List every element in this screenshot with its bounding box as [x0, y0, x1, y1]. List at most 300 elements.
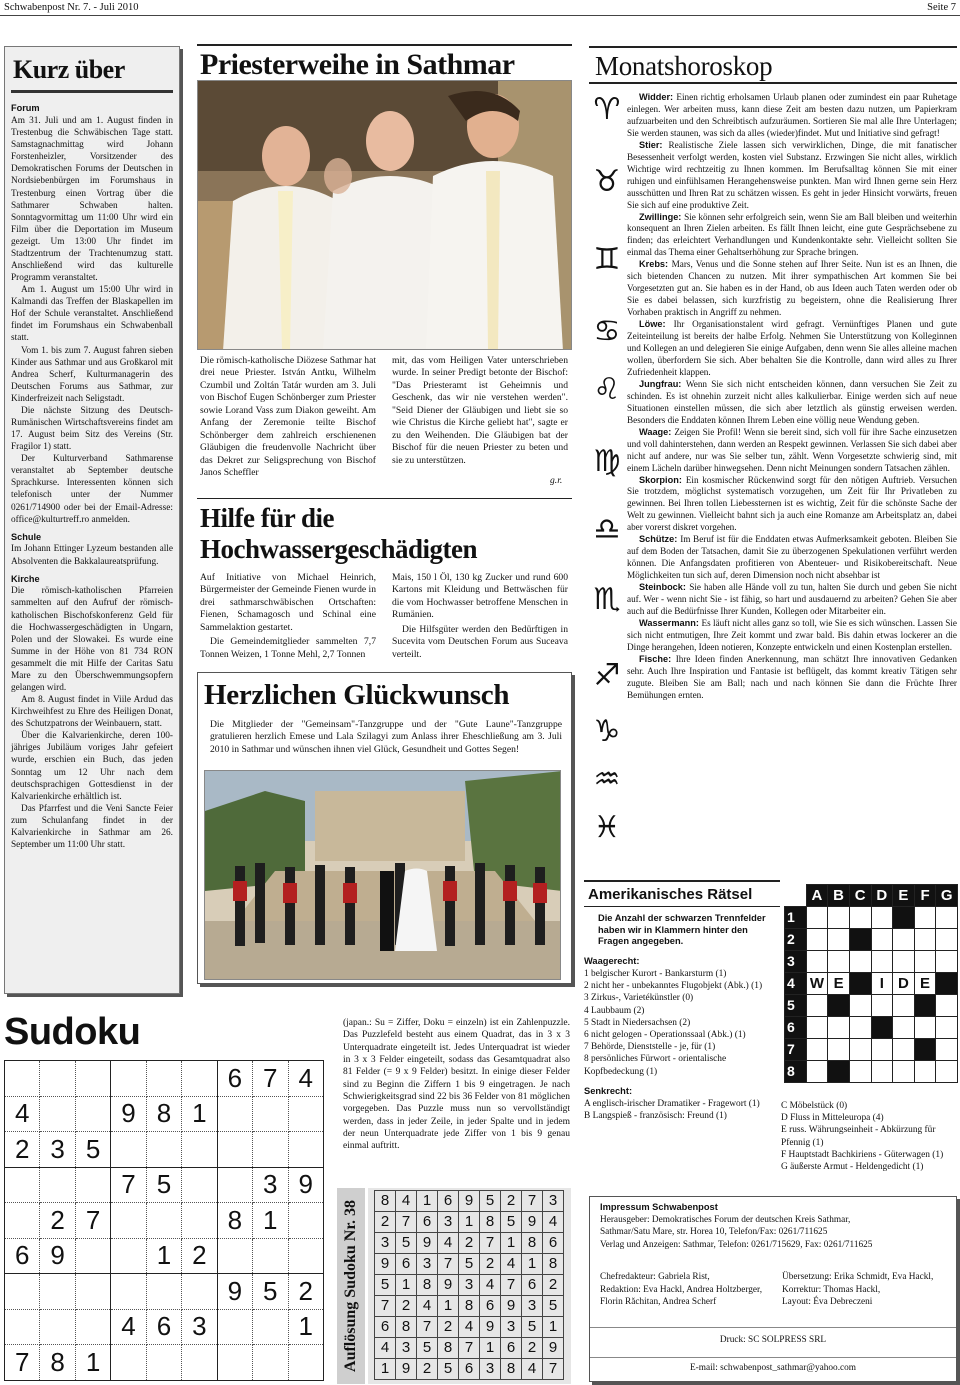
raetsel-title: Amerikanisches Rätsel: [584, 880, 780, 907]
hilfe-col-2-para-1: Mais, 150 l Öl, 130 kg Zucker und rund 600 Kartons mit Kleidung und Bettwäschen für die vom Hochwasser betroffene Menschen in Rumänien.: [392, 572, 568, 621]
solution-cell: 8: [396, 1317, 417, 1338]
grid-black-cell: [936, 973, 958, 995]
grid-cell: [828, 907, 850, 929]
horoskop-sign-name: Schütze:: [639, 534, 681, 545]
sudoku-cell: [146, 1132, 181, 1168]
horoskop-sign-text: Sie haben alle Hände voll zu tun, halten Sie durch und geben Sie nicht auf. Wer - wenn nicht Sie - ist fähig, so hart und ausdauernd zu arbeiten? Gehen Sie aber auch auf die Bedürfnisse Ihrer Kunden, Kollegen oder Mitarbeiter ein.: [627, 582, 957, 616]
sudoku-cell: 1: [75, 1345, 110, 1381]
grid-cell: [806, 1017, 828, 1039]
grid-cell: [849, 1039, 871, 1061]
pisces-icon: ♓: [593, 810, 621, 845]
virgo-icon: ♍: [593, 444, 621, 479]
horoskop-sign-text: Realistische Ziele lassen sich verwirklichen, Dinge, die mit fanatischer Besessenheit verfolgt werden, kosten viel Substanz. Erzwingen Sie nicht alles, wirklich Wichtige wird rechtzeitig zu Ihnen kommen. Im Berufsalltag können Sie mit einer ruhigen und einfühlsamen Herangehensweise punkten. Man wird Ihnen gerne sein Herz ausschütten und Ihren Rat zu schätzen wissen. Es geht in jeder Hinsicht vorwärts, freuen Sie sich auf eine produktive Zeit.: [627, 139, 957, 210]
sudoku-cell: [5, 1203, 40, 1239]
sudoku-cell: [253, 1096, 288, 1132]
grid-cell: [936, 1039, 958, 1061]
grid-cell: [893, 1039, 915, 1061]
horoskop-sign-text: Sie können sehr erfolgreich sein, wenn Sie am Ball bleiben und weiterhin konsequent an Ihren Zielen arbeiten. Es fällt Ihnen leicht, eine gute Gesprächsebene zu finden; das erleichtert Verhandlungen und Kundenkontakte sehr. Vielleicht sollten Sie einmal das Thema einer Gehaltserhöhung zur Sprache bringen.: [627, 211, 957, 258]
solution-cell: 1: [375, 1359, 396, 1380]
kurz-section-heading: Schule: [11, 531, 42, 542]
hilfe-title: [200, 503, 477, 565]
grid-column-header: B: [828, 885, 850, 907]
grid-cell: [806, 1039, 828, 1061]
priester-col-1: Die römisch-katholische Diözese Sathmar hat drei neue Priester. István Antku, Wilhelm Czumbil und Zoltán Tatár wurden am 3. Juli von Bischof Eugen Schönberger zum Priester sowie Lorand Vass zum Diakon geweiht. Am Anfang der Zeremonie teilte Bischof Schönberger dem zahlreich erschienenen Gläubigen die freudenvolle Nachricht über das Dekret zur Seligsprechung von Bischof Janos Scheffler: [200, 355, 376, 479]
waagerecht-clue: 5 Stadt in Niedersachsen (2): [584, 1017, 691, 1028]
horoskop-sign-text: Wenn Sie sich nicht entscheiden können, dann versuchen Sie Zeit zu schinden. Es ist ohnehin zurzeit nicht alles kalkulierbar. Einige werden sich auf neue Situationen einstellen müssen, die sich aber letztlich als günstig erweisen werden. Besonders die Enddaten können Ihrem Leben eine völlig neue Wendung geben.: [627, 378, 957, 425]
grid-cell: [828, 929, 850, 951]
horoskop-entry: [627, 582, 957, 618]
kurz-paragraph: Im Johann Ettinger Lyzeum bestanden alle Absolventen die Bakkalaureatsprüfung.: [11, 544, 173, 567]
grid-column-header: A: [806, 885, 828, 907]
sudoku-cell: 6: [146, 1309, 181, 1345]
grid-column-header: F: [914, 885, 936, 907]
grid-cell: W: [806, 973, 828, 995]
solution-cell: 9: [459, 1191, 480, 1212]
solution-cell: 5: [396, 1233, 417, 1254]
sudoku-cell: 3: [182, 1309, 217, 1345]
libra-icon: ♎: [593, 512, 621, 547]
sudoku-title: Sudoku: [4, 1011, 141, 1053]
grid-cell: [849, 907, 871, 929]
solution-cell: 1: [417, 1191, 438, 1212]
solution-label-bar: [337, 1188, 365, 1384]
grid-cell: [914, 951, 936, 973]
grid-cell: [806, 907, 828, 929]
solution-cell: 3: [480, 1359, 501, 1380]
sudoku-cell: [182, 1167, 217, 1203]
grid-cell: [893, 1017, 915, 1039]
impressum-staff: Chefredakteur: Gabriela Rist,: [600, 1272, 710, 1282]
solution-cell: 4: [543, 1212, 564, 1233]
horoskop-sign-text: Ihr Organisationstalent wird gefragt. Vernünftiges Planen und gute Zeiteinteilung ist bereits der halbe Erfolg. Nehmen Sie Unterstützung von Kolleginnen und Kollegen an und delegieren Sie einige Aufgaben, denn wenn Sie alles alleine machen wollen, überfordern Sie sich. Aber behalten Sie die Kontrolle, dann wird alles zu Ihrer Zufriedenheit klappen.: [627, 319, 958, 377]
hilfe-top-rule: [197, 498, 572, 499]
kurz-paragraph: Vom 1. bis zum 7. August fahren sieben Kinder aus Sathmar und aus Großkarol mit Andrea Scherf, Kulturmanagerin des Deutschen Forums aus Sathmar, zur Kinderfreizeit nach Seligstadt.: [11, 345, 173, 404]
solution-cell: 8: [522, 1233, 543, 1254]
capricorn-icon: ♑: [593, 714, 621, 749]
grid-cell: [871, 929, 893, 951]
grid-cell: [849, 1061, 871, 1083]
solution-cell: 8: [417, 1275, 438, 1296]
solution-cell: 8: [375, 1191, 396, 1212]
solution-cell: 2: [522, 1338, 543, 1359]
solution-cell: 4: [459, 1317, 480, 1338]
horoskop-entry: [627, 319, 957, 379]
grid-cell: [893, 951, 915, 973]
solution-cell: 3: [417, 1254, 438, 1275]
grid-column-header: C: [849, 885, 871, 907]
horoskop-entry: [627, 475, 957, 535]
sudoku-cell: [75, 1309, 110, 1345]
solution-cell: 6: [396, 1254, 417, 1275]
solution-cell: 1: [396, 1275, 417, 1296]
solution-cell: 2: [501, 1191, 522, 1212]
grid-cell: [806, 929, 828, 951]
sudoku-cell: [288, 1203, 324, 1239]
grid-black-cell: [893, 907, 915, 929]
solution-cell: 4: [522, 1359, 543, 1380]
grid-row-number: 5: [785, 995, 807, 1017]
solution-cell: 7: [480, 1233, 501, 1254]
senkrecht-clues: [584, 1098, 780, 1122]
senkrecht-label: Senkrecht:: [584, 1085, 633, 1096]
grid-black-cell: [914, 995, 936, 1017]
kurz-title: Kurz über: [13, 55, 125, 84]
solution-cell: 3: [501, 1317, 522, 1338]
grid-column-header: D: [871, 885, 893, 907]
solution-cell: 8: [501, 1359, 522, 1380]
solution-cell: 8: [459, 1296, 480, 1317]
sudoku-cell: 7: [5, 1345, 40, 1381]
solution-cell: 5: [480, 1191, 501, 1212]
hilfe-title-line-1: Hilfe für die: [200, 503, 334, 533]
cancer-icon: ♋: [593, 314, 621, 349]
grid-cell: [893, 1061, 915, 1083]
sudoku-cell: [111, 1345, 146, 1381]
hilfe-title-line-2: Hochwassergeschädigten: [200, 534, 477, 565]
solution-cell: 4: [480, 1275, 501, 1296]
senkrecht-clue: D Fluss in Mitteleuropa (4): [781, 1113, 884, 1124]
grid-cell: [871, 1061, 893, 1083]
priester-author: g.r.: [550, 475, 563, 486]
crossword-grid: [784, 884, 958, 1082]
grid-black-cell: [914, 1039, 936, 1061]
solution-cell: 7: [375, 1296, 396, 1317]
solution-cell: 3: [459, 1275, 480, 1296]
solution-cell: 4: [417, 1296, 438, 1317]
sudoku-cell: [182, 1203, 217, 1239]
sudoku-cell: [182, 1274, 217, 1310]
solution-cell: 3: [522, 1296, 543, 1317]
horoskop-entry: [627, 259, 957, 319]
grid-cell: [849, 951, 871, 973]
grid-row-number: 1: [785, 907, 807, 929]
senkrecht-clue: F Hauptstadt Bachkiriens - Güterwagen (1): [781, 1149, 944, 1160]
horoskop-sign-name: Fische:: [639, 653, 676, 664]
horoskop-sign-text: Es läuft nicht alles ganz so toll, wie Sie es sich wünschen. Lassen Sie sich nicht entmutigen, Ihre Zeit kommt und zwar bald. Bis dahin etwas lockerer an die Dinge herangehen, Ideen notieren, Konzepte entwickeln und einen Kostenplan erstellen.: [627, 617, 957, 652]
sudoku-cell: [253, 1309, 288, 1345]
sudoku-cell: 3: [253, 1167, 288, 1203]
gemini-icon: ♊: [593, 242, 621, 277]
kurz-paragraph: Das Pfarrfest und die Veni Sancte Feier zum Schulanfang findet in der Kalvarienkirche in Sathmar am 26. September um 11:00 Uhr statt.: [11, 803, 173, 851]
aries-icon: ♈: [593, 92, 621, 127]
sudoku-cell: [111, 1203, 146, 1239]
sudoku-cell: 6: [5, 1238, 40, 1274]
solution-cell: 3: [543, 1191, 564, 1212]
sudoku-cell: 4: [288, 1061, 324, 1097]
solution-cell: 9: [480, 1317, 501, 1338]
horoskop-sign-text: Im Beruf ist für die Enddaten etwas Aufmerksamkeit geboten. Bleiben Sie auf dem Boden der Tatsachen, damit Sie zu überzogenen Spekulationen verführt werden können. Die Anfangsdaten profitieren von Abenteuer- und Risikobereitschaft. Neue Möglichkeiten tun sich auf, deren Dimension noch nicht absehbar ist: [627, 534, 957, 581]
sudoku-cell: 3: [40, 1132, 75, 1168]
sudoku-cell: 1: [182, 1096, 217, 1132]
solution-cell: 6: [522, 1275, 543, 1296]
solution-cell: 5: [522, 1317, 543, 1338]
kurz-paragraph: Über die Kalvarienkirche, deren 100-jähriges Jubiläum voriges Jahr gefeiert wurde, erschien ein Buch, das jeden Sonntag um 12 Uhr nach dem deutschsprachigen Gottesdienst in der Kalvarienkirche erhältlich ist.: [11, 731, 173, 802]
impressum-staff-left: [600, 1271, 775, 1309]
solution-cell: 6: [438, 1191, 459, 1212]
grid-column-header: E: [893, 885, 915, 907]
sudoku-cell: [40, 1167, 75, 1203]
waagerecht-clue: 2 nicht her - unbekanntes Flugobjekt (Abk.) (1): [584, 981, 763, 992]
grid-cell: [806, 995, 828, 1017]
solution-cell: 7: [459, 1338, 480, 1359]
sudoku-cell: [288, 1132, 324, 1168]
solution-cell: 1: [522, 1254, 543, 1275]
kurz-paragraph: Am 1. August um 15:00 Uhr wird in Kalmandi das Treffen der Blaskapellen im Hof der Schule veranstaltet. Anschließend findet im Forumshaus ein Schwabenball statt.: [11, 285, 173, 344]
horoskop-entry: [627, 618, 957, 654]
horoskop-sign-name: Steinbock:: [639, 582, 690, 593]
sudoku-cell: [146, 1345, 181, 1381]
sudoku-cell: [217, 1309, 252, 1345]
solution-cell: 4: [375, 1338, 396, 1359]
impressum-box: [589, 1196, 957, 1382]
sudoku-cell: 8: [217, 1203, 252, 1239]
sudoku-cell: [146, 1061, 181, 1097]
solution-cell: 4: [396, 1191, 417, 1212]
solution-cell: 3: [438, 1212, 459, 1233]
waagerecht-label: Waagerecht:: [584, 956, 640, 967]
priests-photo: [197, 80, 572, 350]
kurz-paragraph: Am 8. August findet in Viile Ardud das Kirchweihfest zu Ehre des Heiligen Donat, des Schutzpatrons der Weinbauern, statt.: [11, 695, 173, 730]
sudoku-cell: 8: [40, 1345, 75, 1381]
sudoku-cell: [217, 1238, 252, 1274]
grid-cell: [936, 995, 958, 1017]
issue-label: Schwabenpost Nr. 7. - Juli 2010: [4, 2, 139, 13]
sudoku-cell: [253, 1238, 288, 1274]
solution-cell: 2: [438, 1317, 459, 1338]
solution-cell: 6: [501, 1338, 522, 1359]
grid-cell: [871, 951, 893, 973]
sudoku-cell: 1: [288, 1309, 324, 1345]
solution-cell: 1: [459, 1212, 480, 1233]
solution-cell: 1: [480, 1338, 501, 1359]
solution-cell: 7: [543, 1359, 564, 1380]
grid-cell: [893, 995, 915, 1017]
kurz-paragraph: Die römisch-katholischen Pfarreien sammelten auf den Aufruf der römisch-katholischen Bischofskonferenz Geld für die Hochwassergeschädigten in Ungarn, Polen und der Slowakei. Es wurde eine Summe in der Höhe von 81 734 RON gesammelt die mit Hilfe der Caritas Satu Mare zu den Überschwemmungsopfern gelangen wird.: [11, 586, 173, 693]
grid-row-number: 2: [785, 929, 807, 951]
glueckwunsch-title: Herzlichen Glückwunsch: [204, 679, 510, 711]
solution-cell: 4: [438, 1233, 459, 1254]
sudoku-cell: [40, 1096, 75, 1132]
senkrecht-clues-right: [781, 1100, 957, 1173]
grid-row-number: 7: [785, 1039, 807, 1061]
grid-black-cell: [849, 929, 871, 951]
sudoku-cell: 7: [111, 1167, 146, 1203]
hilfe-col-1: [200, 572, 376, 663]
sudoku-cell: [217, 1167, 252, 1203]
horoskop-entry: [627, 654, 957, 702]
impressum-lines: [600, 1214, 946, 1252]
horoskop-sign-text: Ihre Ideen finden Anerkennung, man schätzt Ihre innovativen Gedanken sehr. Auch Ihre Inspiration und Fantasie ist beflügelt, das kommt kreativ Tätigen sehr zugute. Bleiben Sie am Ball; nach und nach können Sie dann die Früchte Ihrer Bemühungen ernten.: [627, 653, 957, 700]
grid-black-cell: [871, 1017, 893, 1039]
solution-cell: 1: [543, 1317, 564, 1338]
hilfe-col-1-para-1: Auf Initiative von Michael Heinrich, Bürgermeister der Gemeinde Fienen wurde in drei sathmarschwäbischen Ortschaften: Fienen, Schamagosch und Schinal eine Sammelaktion gestartet.: [200, 572, 376, 633]
waagerecht-clues: [584, 968, 780, 1078]
solution-cell: 9: [396, 1359, 417, 1380]
horoskop-sign-name: Löwe:: [639, 319, 674, 330]
waagerecht-clue: 8 persönliches Fürwort - orientalische Kopfbedeckung (1): [584, 1054, 727, 1077]
solution-cell: 4: [501, 1254, 522, 1275]
grid-cell: [936, 907, 958, 929]
senkrecht-clue: B Langspieß - französisch: Freund (1): [584, 1110, 727, 1121]
sudoku-cell: 4: [5, 1096, 40, 1132]
horoskop-sign-name: Waage:: [639, 426, 675, 437]
sudoku-grid: [4, 1060, 324, 1380]
sudoku-cell: 9: [288, 1167, 324, 1203]
sudoku-cell: [111, 1238, 146, 1274]
sudoku-cell: [111, 1061, 146, 1097]
sudoku-cell: 9: [40, 1238, 75, 1274]
horoskop-title: Monatshoroskop: [595, 51, 773, 81]
sudoku-cell: [182, 1132, 217, 1168]
hilfe-col-1-para-2: Die Gemeindemitglieder sammelten 7,7 Tonnen Weizen, 1 Tonne Mehl, 2,7 Tonnen: [200, 636, 376, 660]
grid-cell: I: [871, 973, 893, 995]
grid-cell: [936, 951, 958, 973]
senkrecht-clue: E russ. Währungseinheit - Abkürzung für Pfennig (1): [781, 1125, 936, 1148]
solution-cell: 8: [543, 1254, 564, 1275]
kurz-paragraph: Die nächste Sitzung des Deutsch-Rumänischen Wirtschaftsvereins findet am 17. August beim Sitz des Vereins (Str. Fragilor 1) statt.: [11, 405, 173, 453]
grid-corner: [785, 885, 807, 907]
horoskop-text: [627, 92, 957, 702]
waagerecht-clue: 7 Behörde, Dienststelle - je, für (1): [584, 1042, 716, 1053]
priester-col-2: mit, das vom Heiligen Vater unterschrieben wurde. In seiner Predigt betonte der Bischof: "Das Priesteramt ist Geheimnis und Geschenk, das wir nie verstehen werden". "Seid Diener der Gläubigen und liebt sie so wie Christus die Kirche geliebt hat", sagte er zu den Weihenden. Die Gläubigen bat der Bischof für die neuen Priester zu beten und sie zu unterstützen.: [392, 355, 568, 466]
sudoku-cell: [75, 1274, 110, 1310]
grid-cell: [914, 1061, 936, 1083]
impressum-staff: Redaktion: Eva Hackl, Andrea Holtzberger, Florin Răchitan, Andrea Scherf: [600, 1284, 763, 1308]
horoskop-entry: [627, 534, 957, 582]
horoskop-header: [589, 46, 957, 84]
taurus-icon: ♉: [593, 164, 621, 199]
solution-cell: 5: [438, 1359, 459, 1380]
grid-black-cell: [849, 973, 871, 995]
sudoku-solution-grid: [368, 1188, 571, 1384]
solution-cell: 2: [480, 1254, 501, 1275]
solution-cell: 7: [501, 1275, 522, 1296]
sudoku-cell: [5, 1309, 40, 1345]
impressum-staff: Korrektur: Thomas Hackl,: [782, 1284, 881, 1295]
solution-cell: 6: [543, 1233, 564, 1254]
impressum-line: Sathmar/Satu Mare, str. Horea 10, Telefon/Fax: 0261/711625: [600, 1227, 828, 1238]
horoskop-entry: [627, 92, 957, 140]
kurz-paragraph: Der Kulturverband Sathmarense veranstaltet ab September deutsche Sprachkurse. Interessenten können sich telefonisch unter der Nummer 0261/714900 oder bei der Email-Adresse: office@kulturtreff.ro anmelden.: [11, 454, 173, 525]
kurz-ueber-box: [4, 46, 180, 994]
glueckwunsch-text: Die Mitglieder der "Gemeinsam"-Tanzgruppe und der "Gute Laune"-Tanzgruppe gratulieren herzlich Emese und Lala Szilagyi zum Anlass ihrer Eheschließung am 3. Juli 2010 in Sathmar und wünschen ihnen viel Glück, Gesundheit und Gottes Segen!: [210, 719, 562, 755]
sudoku-cell: [253, 1345, 288, 1381]
grid-black-cell: [828, 1061, 850, 1083]
sudoku-cell: [111, 1274, 146, 1310]
sudoku-cell: 2: [182, 1238, 217, 1274]
horoskop-sign-text: Ein kosmischer Rückenwind sorgt für den nötigen Auftrieb. Versuchen Sie trotzdem, möglichst systematisch vorzugehen, um Zeit für Ihr Privatleben zu gewinnen. Bei Ihren tollen Liebessternen ist es wichtig, Zeit für die schönste Sache der Welt zu gewinnen. Vielleicht bahnt sich ja auch eine Romanze am Arbeitsplatz an, dabei aber vorerst diskret vorgehen.: [627, 474, 957, 533]
grid-cell: [914, 929, 936, 951]
solution-label: Auflösung Sudoku Nr. 38: [341, 1200, 359, 1372]
sudoku-cell: 5: [146, 1167, 181, 1203]
horoskop-entry: [627, 427, 957, 475]
sudoku-cell: [182, 1061, 217, 1097]
senkrecht-clue: A englisch-irischer Dramatiker - Fragewort (1): [584, 1098, 760, 1109]
hilfe-col-2-para-2: Die Hilfsgüter werden den Bedürftigen in Sucevita vom Deutschen Forum aus Suceava verteilt.: [392, 623, 568, 660]
solution-cell: 2: [396, 1296, 417, 1317]
wedding-group-photo: [204, 770, 561, 980]
solution-cell: 9: [522, 1212, 543, 1233]
sagittarius-icon: ♐: [593, 658, 621, 693]
solution-cell: 7: [522, 1191, 543, 1212]
solution-cell: 2: [543, 1275, 564, 1296]
horoskop-sign-name: Krebs:: [639, 259, 672, 270]
solution-cell: 6: [375, 1317, 396, 1338]
senkrecht-clue: C Möbelstück (0): [781, 1101, 848, 1111]
page-number: Seite 7: [927, 2, 956, 13]
horoskop-entry: [627, 140, 957, 212]
sudoku-cell: 2: [40, 1203, 75, 1239]
sudoku-cell: 2: [288, 1274, 324, 1310]
grid-cell: [828, 951, 850, 973]
impressum-line: Verlag und Anzeigen: Sathmar, Telefon: 0261/715629, Fax: 0261/711625: [600, 1239, 873, 1250]
sudoku-cell: 8: [146, 1096, 181, 1132]
sudoku-cell: [182, 1345, 217, 1381]
waagerecht-clue: 3 Zirkus-, Varietékünstler (0): [584, 993, 694, 1004]
horoskop-entry: [627, 379, 957, 427]
solution-cell: 3: [375, 1233, 396, 1254]
waagerecht-clue: 6 nicht gelogen - Operationssaal (Abk.) (1): [584, 1030, 746, 1040]
grid-cell: E: [828, 973, 850, 995]
solution-cell: 9: [501, 1296, 522, 1317]
solution-cell: 5: [417, 1338, 438, 1359]
sudoku-cell: [288, 1345, 324, 1381]
horoskop-sign-name: Skorpion:: [639, 474, 686, 485]
sudoku-cell: 4: [111, 1309, 146, 1345]
horoskop-sign-name: Jungfrau:: [639, 378, 686, 389]
grid-cell: [893, 929, 915, 951]
grid-cell: [871, 1039, 893, 1061]
grid-cell: [936, 929, 958, 951]
priester-title: Priesterweihe in Sathmar: [200, 48, 515, 81]
kurz-paragraph: Am 31. Juli und am 1. August finden in Trestenbug die Schwäbischen Tage statt. Samstagnachmittag wird Johann Forstenheizler, Vorsitzender des Demokratischen Forums der Deutschen in Nordsiebenbürgen im Forumshaus in Trestenburg einen Vortrag über die Sathmarer Schwaben halten. Sonntagvormittag um 11:00 Uhr wird ein Film über die Deportation im Museum gezeigt. Um 13:00 Uhr findet im Stadtzentrum der Trachtenumzug statt. Anschließend wird das kulturelle Programm veranstaltet.: [11, 116, 173, 284]
solution-cell: 2: [417, 1359, 438, 1380]
sudoku-cell: [111, 1132, 146, 1168]
raetsel-intro: Die Anzahl der schwarzen Trennfelder haben wir in Klammern hinter den Fragen angegeben.: [598, 913, 766, 947]
sudoku-cell: 5: [75, 1132, 110, 1168]
horoskop-sign-name: Widder:: [639, 92, 677, 102]
grid-cell: E: [914, 973, 936, 995]
grid-cell: [849, 1017, 871, 1039]
grid-column-header: G: [936, 885, 958, 907]
impressum-title: Impressum Schwabenpost: [600, 1202, 718, 1212]
solution-cell: 2: [459, 1233, 480, 1254]
solution-cell: 7: [438, 1254, 459, 1275]
sudoku-cell: 2: [5, 1132, 40, 1168]
impressum-staff-right: [782, 1271, 952, 1309]
grid-cell: [914, 1017, 936, 1039]
solution-cell: 9: [375, 1254, 396, 1275]
solution-cell: 5: [459, 1254, 480, 1275]
solution-cell: 5: [543, 1296, 564, 1317]
impressum-staff: Layout: Éva Debreczeni: [782, 1297, 873, 1308]
kurz-section-heading: Kirche: [11, 573, 40, 584]
scorpio-icon: ♏: [593, 582, 621, 617]
sudoku-cell: 1: [253, 1203, 288, 1239]
horoskop-sign-name: Zwillinge:: [639, 211, 685, 222]
sudoku-cell: 5: [253, 1274, 288, 1310]
horoskop-sign-text: Zeigen Sie Profil! Wenn sie bereit sind, sich voll für ihre Sache einzusetzen und voll dahinterstehen, dann werden an Respekt gewinnen. Verlassen Sie sich dabei aber nicht auf andere, nur was Sie selber tun, zählt. Wenn Vorgesetzte schwierig sind, mit einem Lächeln darüber hinwegsehen. Denn nicht Meinungen sondern Tatsachen zählen.: [627, 426, 957, 473]
solution-cell: 1: [501, 1233, 522, 1254]
solution-cell: 9: [438, 1275, 459, 1296]
horoskop-entry: [627, 212, 957, 260]
sudoku-cell: [146, 1274, 181, 1310]
solution-cell: 6: [459, 1359, 480, 1380]
solution-cell: 9: [543, 1338, 564, 1359]
leo-icon: ♌: [593, 372, 621, 407]
solution-cell: 6: [480, 1296, 501, 1317]
sudoku-cell: [146, 1203, 181, 1239]
